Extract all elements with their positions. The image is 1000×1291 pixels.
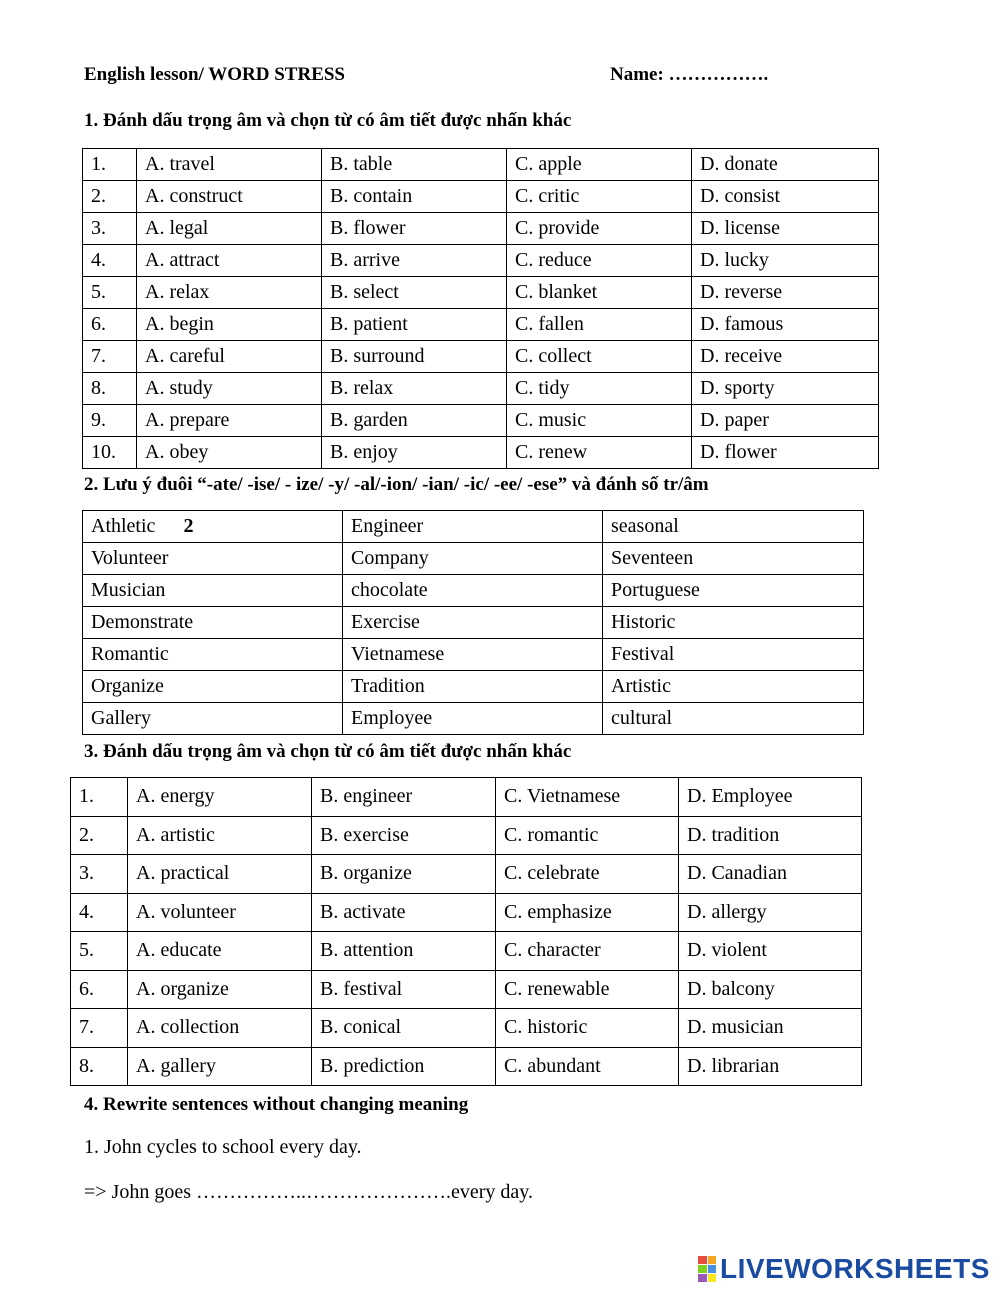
cell-text: C. critic	[515, 185, 580, 207]
section3-table	[70, 777, 862, 1086]
rewrite-answer-line[interactable]: => John goes ……………..………………….every day.	[84, 1181, 533, 1203]
cell-text: 2.	[79, 823, 94, 846]
table-row	[83, 703, 864, 735]
cell-text: A. travel	[145, 153, 215, 175]
table-cell-word-3	[603, 575, 864, 607]
table-cell-option-b	[322, 341, 507, 373]
table-cell-option-c	[496, 970, 679, 1009]
table-row	[83, 607, 864, 639]
cell-text: B. prediction	[320, 1054, 425, 1077]
table-row	[71, 970, 862, 1009]
table-cell-option-c	[496, 1047, 679, 1086]
table-cell-word-2	[343, 511, 603, 543]
cell-text: D. Canadian	[687, 862, 787, 885]
table-cell-option-b	[312, 1047, 496, 1086]
section2-heading: 2. Lưu ý đuôi “-ate/ -ise/ - ize/ -y/ -al/-ion/ -ian/ -ic/ -ee/ -ese” và đánh số tr/âm	[84, 474, 709, 495]
table-cell-option-d	[692, 277, 879, 309]
table-cell-option-b	[322, 405, 507, 437]
cell-text: A. artistic	[136, 823, 215, 846]
table-cell-option-a	[137, 149, 322, 181]
cell-text: Demonstrate	[91, 611, 194, 633]
cell-text: 9.	[91, 409, 106, 431]
table-cell-word-3	[603, 607, 864, 639]
table-cell-option-a	[137, 181, 322, 213]
section1-heading: 1. Đánh dấu trọng âm và chọn từ có âm tiết được nhấn khác	[84, 110, 572, 131]
cell-text: A. obey	[145, 441, 209, 463]
table-cell-option-a	[128, 970, 312, 1009]
table-cell-option-d	[692, 309, 879, 341]
cell-text: 4.	[79, 900, 94, 923]
cell-text: B. organize	[320, 862, 412, 885]
liveworksheets-logo-text: LIVEWORKSHEETS	[720, 1253, 990, 1284]
table-cell-word-1	[83, 575, 343, 607]
cell-text: A. gallery	[136, 1054, 216, 1077]
table-cell-word-1	[83, 511, 343, 543]
cell-text: Artistic	[611, 675, 671, 697]
cell-text: Volunteer	[91, 547, 169, 569]
table-cell-option-c	[496, 855, 679, 894]
table-row	[83, 639, 864, 671]
cell-text: Festival	[611, 643, 675, 665]
table-row	[83, 149, 879, 181]
cell-text: B. enjoy	[330, 441, 398, 463]
table-cell-option-a	[128, 1047, 312, 1086]
table-cell-number	[83, 437, 137, 469]
table-cell-option-b	[322, 245, 507, 277]
table-cell-option-d	[692, 437, 879, 469]
table-cell-option-c	[507, 437, 692, 469]
table-cell-option-a	[137, 245, 322, 277]
cell-text: 3.	[91, 217, 106, 239]
cell-text: 8.	[91, 377, 106, 399]
cell-text: 3.	[79, 862, 94, 885]
table-cell-option-c	[507, 405, 692, 437]
table-cell-option-d	[692, 405, 879, 437]
cell-text: Romantic	[91, 643, 169, 665]
logo-mark-square	[698, 1265, 707, 1273]
table-cell-word-1	[83, 639, 343, 671]
table-cell-option-d	[679, 1047, 862, 1086]
table-cell-word-2	[343, 543, 603, 575]
cell-text: seasonal	[611, 515, 679, 537]
table-cell-number	[83, 149, 137, 181]
table-row	[71, 855, 862, 894]
cell-text: C. music	[515, 409, 587, 431]
table-row	[83, 405, 879, 437]
table-cell-option-d	[679, 893, 862, 932]
table-cell-word-3	[603, 543, 864, 575]
table-cell-word-1	[83, 703, 343, 735]
cell-text: B. festival	[320, 977, 403, 1000]
cell-text: 8.	[79, 1054, 94, 1077]
cell-text: C. apple	[515, 153, 582, 175]
cell-text: D. sporty	[700, 377, 775, 399]
table-cell-number	[83, 309, 137, 341]
cell-text: A. study	[145, 377, 213, 399]
table-row	[83, 543, 864, 575]
cell-text: 5.	[79, 939, 94, 962]
table-cell-option-b	[322, 149, 507, 181]
table-cell-number	[71, 816, 128, 855]
table-cell-option-c	[507, 181, 692, 213]
section1-table	[82, 148, 879, 469]
cell-text: 1.	[79, 785, 94, 808]
cell-text: 6.	[79, 977, 94, 1000]
cell-text: D. donate	[700, 153, 778, 175]
table-cell-option-d	[692, 213, 879, 245]
table-row	[83, 341, 879, 373]
cell-text: B. patient	[330, 313, 408, 335]
table-cell-number	[83, 341, 137, 373]
name-field-label: Name: …………….	[610, 64, 769, 85]
table-cell-option-c	[507, 277, 692, 309]
cell-text: B. table	[330, 153, 393, 175]
table-cell-option-b	[322, 181, 507, 213]
table-cell-option-b	[322, 437, 507, 469]
logo-mark-square	[698, 1274, 707, 1282]
cell-text: C. renewable	[504, 977, 610, 1000]
cell-text: D. license	[700, 217, 780, 239]
cell-text: B. flower	[330, 217, 406, 239]
cell-text: C. abundant	[504, 1054, 601, 1077]
table-cell-number	[71, 932, 128, 971]
table-cell-word-2	[343, 639, 603, 671]
cell-text: C. emphasize	[504, 900, 612, 923]
cell-text: A. careful	[145, 345, 225, 367]
cell-text: 2.	[91, 185, 106, 207]
cell-text: A. begin	[145, 313, 214, 335]
cell-text: A. energy	[136, 785, 215, 808]
cell-text: 7.	[79, 1016, 94, 1039]
table-cell-word-3	[603, 639, 864, 671]
table-cell-option-c	[507, 213, 692, 245]
table-cell-number	[83, 373, 137, 405]
cell-text: Vietnamese	[351, 643, 445, 665]
cell-text: C. fallen	[515, 313, 584, 335]
cell-text: D. flower	[700, 441, 777, 463]
cell-text: C. blanket	[515, 281, 598, 303]
table-cell-option-a	[128, 893, 312, 932]
table-cell-number	[71, 970, 128, 1009]
table-cell-number	[71, 893, 128, 932]
cell-text: 5.	[91, 281, 106, 303]
cell-text: D. paper	[700, 409, 769, 431]
cell-text: B. contain	[330, 185, 413, 207]
table-cell-option-c	[507, 373, 692, 405]
cell-text: B. garden	[330, 409, 408, 431]
cell-text: Exercise	[351, 611, 420, 633]
section4-heading: 4. Rewrite sentences without changing meaning	[84, 1094, 469, 1115]
table-cell-option-d	[692, 373, 879, 405]
table-cell-word-1	[83, 543, 343, 575]
liveworksheets-logo-icon	[698, 1256, 716, 1282]
table-cell-option-a	[128, 855, 312, 894]
table-cell-option-a	[128, 778, 312, 817]
table-cell-option-a	[137, 277, 322, 309]
table-cell-option-c	[507, 309, 692, 341]
table-row	[83, 437, 879, 469]
liveworksheets-logo[interactable]	[698, 1253, 990, 1285]
table-cell-option-c	[507, 341, 692, 373]
table-cell-option-b	[312, 1009, 496, 1048]
cell-text: D. musician	[687, 1016, 784, 1039]
cell-text: B. select	[330, 281, 399, 303]
table-cell-number	[83, 277, 137, 309]
table-cell-option-c	[496, 893, 679, 932]
table-cell-word-2	[343, 607, 603, 639]
table-row	[71, 1047, 862, 1086]
cell-text: B. activate	[320, 900, 406, 923]
cell-text: C. romantic	[504, 823, 599, 846]
cell-text: 1.	[91, 153, 106, 175]
table-cell-option-d	[679, 855, 862, 894]
cell-text: D. reverse	[700, 281, 783, 303]
table-cell-number	[71, 1009, 128, 1048]
cell-text: B. arrive	[330, 249, 400, 271]
cell-text: Portuguese	[611, 579, 700, 601]
cell-text: D. consist	[700, 185, 780, 207]
worksheet-title: English lesson/ WORD STRESS	[84, 64, 345, 85]
cell-text: A. legal	[145, 217, 209, 239]
table-cell-option-b	[322, 213, 507, 245]
logo-mark-square	[708, 1256, 717, 1264]
cell-text: C. reduce	[515, 249, 592, 271]
table-cell-option-c	[496, 778, 679, 817]
table-cell-word-3	[603, 703, 864, 735]
table-cell-word-2	[343, 703, 603, 735]
table-cell-option-b	[312, 855, 496, 894]
cell-text: B. attention	[320, 939, 414, 962]
table-cell-number	[83, 213, 137, 245]
cell-text: Company	[351, 547, 429, 569]
cell-text: 6.	[91, 313, 106, 335]
cell-text: D. violent	[687, 939, 767, 962]
table-cell-option-a	[137, 341, 322, 373]
cell-text: 7.	[91, 345, 106, 367]
cell-text: A. volunteer	[136, 900, 236, 923]
cell-text: D. Employee	[687, 785, 793, 808]
table-cell-number	[83, 245, 137, 277]
cell-text: Organize	[91, 675, 164, 697]
cell-text: C. collect	[515, 345, 592, 367]
cell-text: A. prepare	[145, 409, 230, 431]
table-cell-option-b	[312, 893, 496, 932]
table-cell-option-a	[128, 816, 312, 855]
table-cell-option-c	[496, 1009, 679, 1048]
table-cell-number	[71, 778, 128, 817]
logo-mark-square	[708, 1274, 717, 1282]
cell-text: Tradition	[351, 675, 425, 697]
table-cell-option-a	[137, 309, 322, 341]
table-cell-option-d	[679, 778, 862, 817]
table-cell-option-d	[692, 149, 879, 181]
table-cell-word-2	[343, 671, 603, 703]
cell-text: B. exercise	[320, 823, 409, 846]
table-cell-word-3	[603, 671, 864, 703]
table-cell-option-c	[507, 245, 692, 277]
cell-text: Athletic	[91, 515, 156, 537]
cell-text: Employee	[351, 707, 433, 729]
cell-text: D. receive	[700, 345, 783, 367]
table-row	[83, 277, 879, 309]
cell-text: D. balcony	[687, 977, 775, 1000]
example-stress-number: 2	[183, 515, 194, 537]
cell-text: A. practical	[136, 862, 230, 885]
table-cell-option-b	[322, 373, 507, 405]
table-cell-option-d	[692, 245, 879, 277]
cell-text: A. construct	[145, 185, 243, 207]
cell-text: 4.	[91, 249, 106, 271]
table-row	[83, 373, 879, 405]
table-cell-option-c	[496, 816, 679, 855]
table-cell-option-a	[137, 373, 322, 405]
table-row	[83, 511, 864, 543]
table-row	[71, 1009, 862, 1048]
cell-text: B. relax	[330, 377, 394, 399]
cell-text: B. surround	[330, 345, 425, 367]
cell-text: A. educate	[136, 939, 222, 962]
cell-text: B. engineer	[320, 785, 413, 808]
table-cell-option-d	[679, 932, 862, 971]
cell-text: 10.	[91, 441, 116, 463]
table-cell-number	[83, 405, 137, 437]
cell-text: D. tradition	[687, 823, 780, 846]
table-cell-option-b	[312, 778, 496, 817]
cell-text: C. renew	[515, 441, 588, 463]
cell-text: D. allergy	[687, 900, 767, 923]
table-row	[83, 575, 864, 607]
cell-text: Musician	[91, 579, 166, 601]
table-row	[83, 245, 879, 277]
cell-text: C. character	[504, 939, 601, 962]
table-cell-option-a	[137, 213, 322, 245]
cell-text: C. celebrate	[504, 862, 600, 885]
table-cell-option-b	[322, 277, 507, 309]
cell-text: A. organize	[136, 977, 229, 1000]
section3-heading: 3. Đánh dấu trọng âm và chọn từ có âm tiết được nhấn khác	[84, 741, 572, 762]
table-cell-option-c	[507, 149, 692, 181]
logo-mark-square	[698, 1256, 707, 1264]
table-cell-option-a	[128, 932, 312, 971]
table-cell-option-d	[692, 181, 879, 213]
table-cell-option-d	[692, 341, 879, 373]
table-row	[83, 309, 879, 341]
table-row	[83, 181, 879, 213]
table-cell-option-a	[137, 405, 322, 437]
table-cell-number	[71, 1047, 128, 1086]
cell-text: A. relax	[145, 281, 210, 303]
cell-text: D. famous	[700, 313, 784, 335]
table-cell-option-d	[679, 816, 862, 855]
table-row	[71, 816, 862, 855]
table-cell-word-1	[83, 607, 343, 639]
table-cell-option-b	[312, 932, 496, 971]
cell-text: Engineer	[351, 515, 424, 537]
table-row	[71, 778, 862, 817]
table-cell-option-c	[496, 932, 679, 971]
cell-text: A. attract	[145, 249, 220, 271]
cell-text: chocolate	[351, 579, 428, 601]
table-cell-option-b	[312, 970, 496, 1009]
table-row	[83, 671, 864, 703]
cell-text: B. conical	[320, 1016, 402, 1039]
table-cell-option-d	[679, 1009, 862, 1048]
table-cell-word-2	[343, 575, 603, 607]
cell-text: C. historic	[504, 1016, 588, 1039]
table-cell-word-1	[83, 671, 343, 703]
cell-text: cultural	[611, 707, 673, 729]
cell-text: A. collection	[136, 1016, 240, 1039]
table-cell-number	[83, 181, 137, 213]
cell-text: Seventeen	[611, 547, 694, 569]
table-row	[83, 213, 879, 245]
cell-text: Historic	[611, 611, 676, 633]
table-cell-number	[71, 855, 128, 894]
table-cell-option-a	[128, 1009, 312, 1048]
table-cell-option-a	[137, 437, 322, 469]
table-cell-option-d	[679, 970, 862, 1009]
section2-table	[82, 510, 864, 735]
cell-text: D. librarian	[687, 1054, 780, 1077]
logo-mark-square	[708, 1265, 717, 1273]
table-cell-option-b	[322, 309, 507, 341]
table-cell-word-3	[603, 511, 864, 543]
table-cell-option-b	[312, 816, 496, 855]
cell-text: Gallery	[91, 707, 151, 729]
cell-text: C. provide	[515, 217, 600, 239]
cell-text: C. tidy	[515, 377, 570, 399]
table-row	[71, 893, 862, 932]
cell-text: C. Vietnamese	[504, 785, 621, 808]
rewrite-sentence-1: 1. John cycles to school every day.	[84, 1136, 362, 1158]
cell-text: D. lucky	[700, 249, 769, 271]
table-row	[71, 932, 862, 971]
